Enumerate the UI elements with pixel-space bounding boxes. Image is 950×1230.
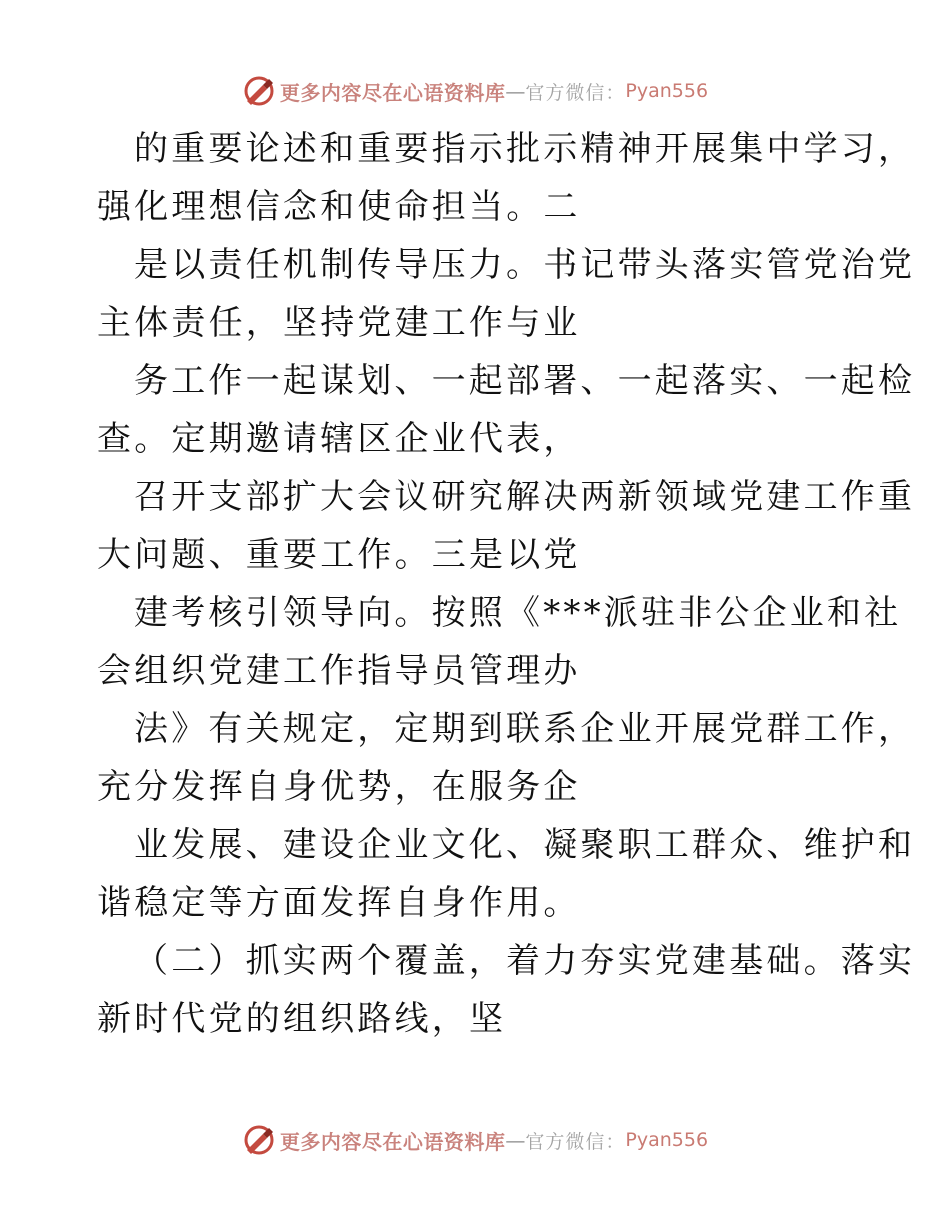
document-line: 强化理想信念和使命担当。二 [97,187,581,227]
document-line: 查。定期邀请辖区企业代表， [97,419,581,459]
document-line: 大问题、重要工作。三是以党 [97,535,581,575]
document-line: 召开支部扩大会议研究解决两新领域党建工作重 [134,477,916,517]
footer-watermark [0,1120,950,1160]
document-line: 主体责任，坚持党建工作与业 [97,303,581,343]
watermark-wechat-id: Pyan556 [625,80,709,102]
watermark-wechat-label: 官方微信： [525,1130,626,1153]
watermark-text: 更多内容尽在心语资料库 [279,1129,506,1154]
document-line: （二）抓实两个覆盖，着力夯实党建基础。落实 [134,941,916,981]
document-line: 的重要论述和重要指示批示精神开展集中学习， [134,129,916,169]
document-line: 法》有关规定，定期到联系企业开展党群工作， [134,709,916,749]
document-line: 充分发挥自身优势，在服务企 [97,767,581,807]
header-watermark [0,71,950,111]
watermark-wechat-id: Pyan556 [625,1129,709,1151]
pen-logo-icon [242,74,276,108]
document-line: 谐稳定等方面发挥自身作用。 [97,883,581,923]
document-line: 会组织党建工作指导员管理办 [97,651,581,691]
pen-logo-icon [242,1123,276,1157]
watermark-text: 更多内容尽在心语资料库 [279,80,506,105]
watermark-wechat-label: 官方微信： [525,81,626,104]
watermark-dash: — [505,1128,526,1152]
document-body [97,120,916,1048]
watermark-dash: — [505,79,526,103]
document-line: 业发展、建设企业文化、凝聚职工群众、维护和 [134,825,916,865]
document-line: 是以责任机制传导压力。书记带头落实管党治党 [134,245,916,285]
document-line: 新时代党的组织路线，坚 [97,999,507,1039]
document-line: 建考核引领导向。按照《***派驻非公企业和社 [134,593,902,633]
document-line: 务工作一起谋划、一起部署、一起落实、一起检 [134,361,916,401]
